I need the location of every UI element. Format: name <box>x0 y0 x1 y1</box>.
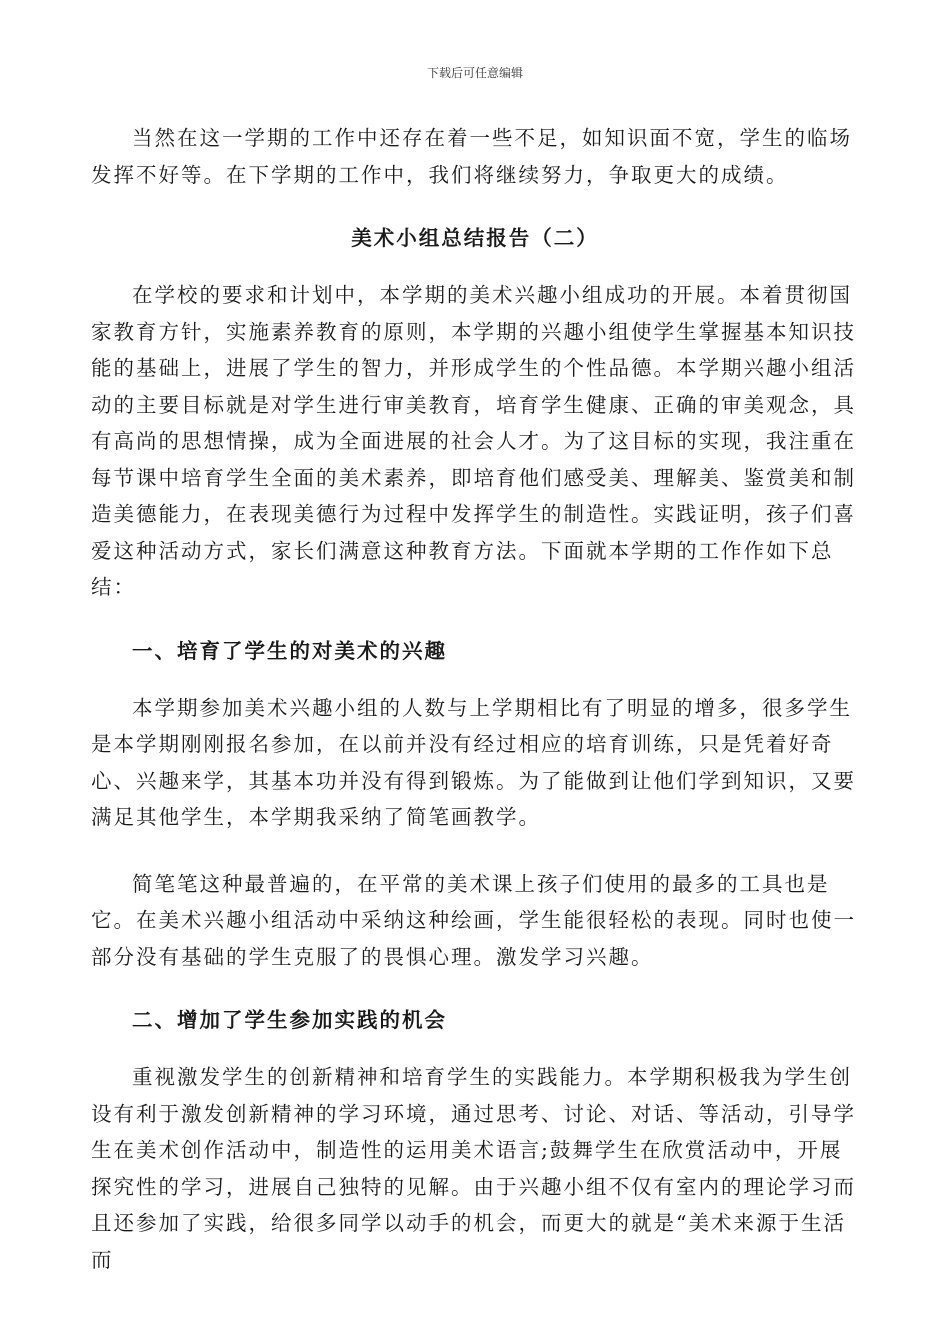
paragraph-intro: 当然在这一学期的工作中还存在着一些不足，如知识面不宽，学生的临场发挥不好等。在下学期的工作中，我们将继续努力，争取更大的成绩。 <box>91 126 852 187</box>
section-heading-2: 二、增加了学生参加实践的机会 <box>132 1008 447 1032</box>
paragraph-section-1b: 简笔笔这种最普遍的，在平常的美术课上孩子们使用的最多的工具也是它。在美术兴趣小组活动中采纳这种绘画，学生能很轻松的表现。同时也使一部分没有基础的学生克服了的畏惧心理。激发学习兴趣。 <box>91 871 856 969</box>
paragraph-section-1a: 本学期参加美术兴趣小组的人数与上学期相比有了明显的增多，很多学生是本学期刚刚报名参加，在以前并没有经过相应的培育训练，只是凭着好奇心、兴趣来学，其基本功并没有得到锻炼。为了能做到让他们学到知识，又要满足其他学生，本学期我采纳了简笔画教学。 <box>91 695 856 829</box>
document-title: 美术小组总结报告（二） <box>351 226 599 250</box>
paragraph-section-2: 重视激发学生的创新精神和培育学生的实践能力。本学期积极我为学生创设有利于激发创新精神的学习环境，通过思考、讨论、对话、等活动，引导学生在美术创作活动中，制造性的运用美术语言;鼓舞学生在欣赏活动中，开展探究性的学习，进展自己独特的见解。由于兴趣小组不仅有室内的理论学习而且还参加了实践，给很多同学以动手的机会，而更大的就是“美术来源于生活而 <box>91 1065 856 1272</box>
section-heading-1: 一、培育了学生的对美术的兴趣 <box>132 638 447 663</box>
page-header: 下载后可任意编辑 <box>426 66 523 80</box>
document-body <box>91 120 859 1278</box>
paragraph-overview: 在学校的要求和计划中，本学期的美术兴趣小组成功的开展。本着贯彻国家教育方针，实施素养教育的原则，本学期的兴趣小组使学生掌握基本知识技能的基础上，进展了学生的智力，并形成学生的个性品德。本学期兴趣小组活动的主要目标就是对学生进行审美教育，培育学生健康、正确的审美观念，具有高尚的思想情操，成为全面进展的社会人才。为了这目标的实现，我注重在每节课中培育学生全面的美术素养，即培育他们感受美、理解美、鉴赏美和制造美德能力，在表现美德行为过程中发挥学生的制造性。实践证明，孩子们喜爱这种活动方式，家长们满意这种教育方法。下面就本学期的工作作如下总结： <box>91 283 856 599</box>
